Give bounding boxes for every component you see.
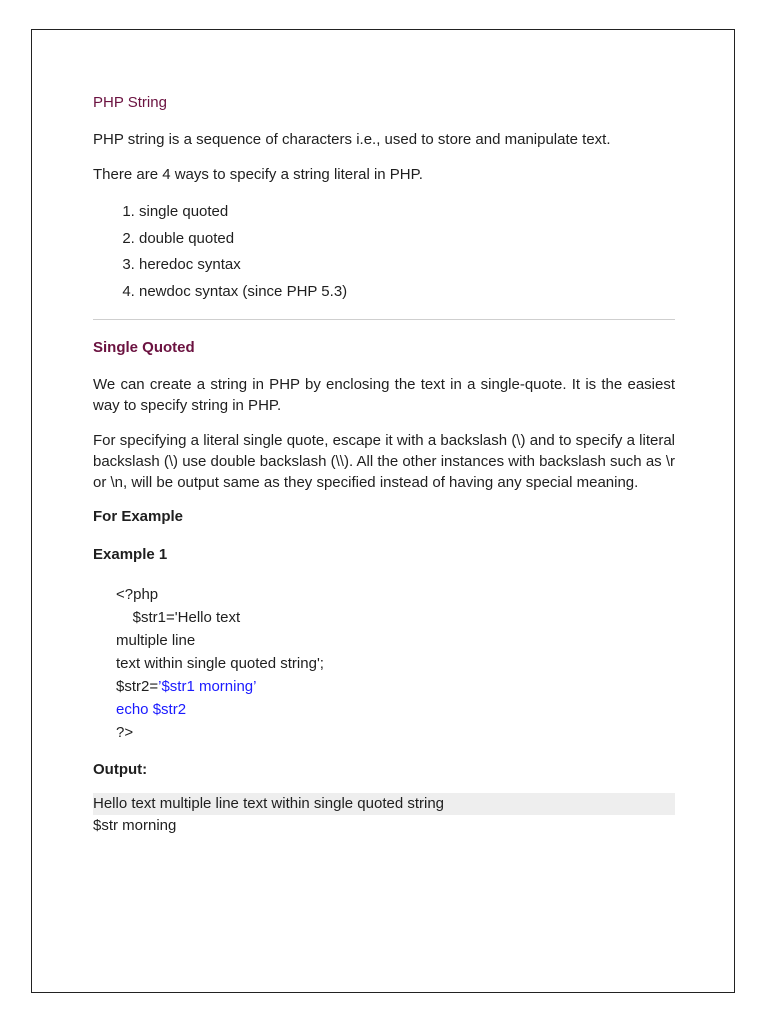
code-line: <?php xyxy=(116,586,159,603)
code-line: ?> xyxy=(116,724,134,741)
output-label: Output: xyxy=(93,761,148,778)
section-heading: Single Quoted xyxy=(93,339,195,356)
code-block xyxy=(93,583,675,744)
page-title: PHP String xyxy=(93,94,167,111)
list-item: 1. single quoted xyxy=(139,199,675,226)
single-quoted-paragraph-1: We can create a string in PHP by enclosing the text in a single-quote. It is the easiest way to specify string in PHP. xyxy=(93,376,675,414)
list-item: 4. newdoc syntax (since PHP 5.3) xyxy=(139,279,675,306)
single-quoted-paragraph-2: For specifying a literal single quote, escape it with a backslash (\) and to specify a literal backslash (\) use double backslash (\\). All the other instances with backslash such as \r or \n, will be output same as they specified instead of having any special meaning. xyxy=(93,432,675,491)
for-example-label: For Example xyxy=(93,508,184,525)
code-line: multiple line xyxy=(116,632,196,649)
page-content xyxy=(93,93,675,837)
section-divider xyxy=(93,319,675,320)
ways-intro-paragraph: There are 4 ways to specify a string literal in PHP. xyxy=(93,166,423,183)
ways-list xyxy=(93,199,675,305)
output-block xyxy=(93,793,675,837)
list-item: 2. double quoted xyxy=(139,226,675,253)
code-line: echo $str2 xyxy=(116,701,187,718)
code-line: text within single quoted string'; xyxy=(116,655,324,672)
code-text: $str2= xyxy=(116,678,159,695)
list-item: 3. heredoc syntax xyxy=(139,252,675,279)
output-line: Hello text multiple line text within single quoted string xyxy=(93,793,675,815)
intro-paragraph: PHP string is a sequence of characters i.e., used to store and manipulate text. xyxy=(93,131,611,148)
document-page xyxy=(31,29,735,993)
code-highlight-text: ’$str1 morning’ xyxy=(158,678,257,695)
code-line: $str1='Hello text xyxy=(116,609,241,626)
code-line xyxy=(116,675,675,698)
example-1-label: Example 1 xyxy=(93,546,168,563)
output-line: $str morning xyxy=(93,817,177,834)
